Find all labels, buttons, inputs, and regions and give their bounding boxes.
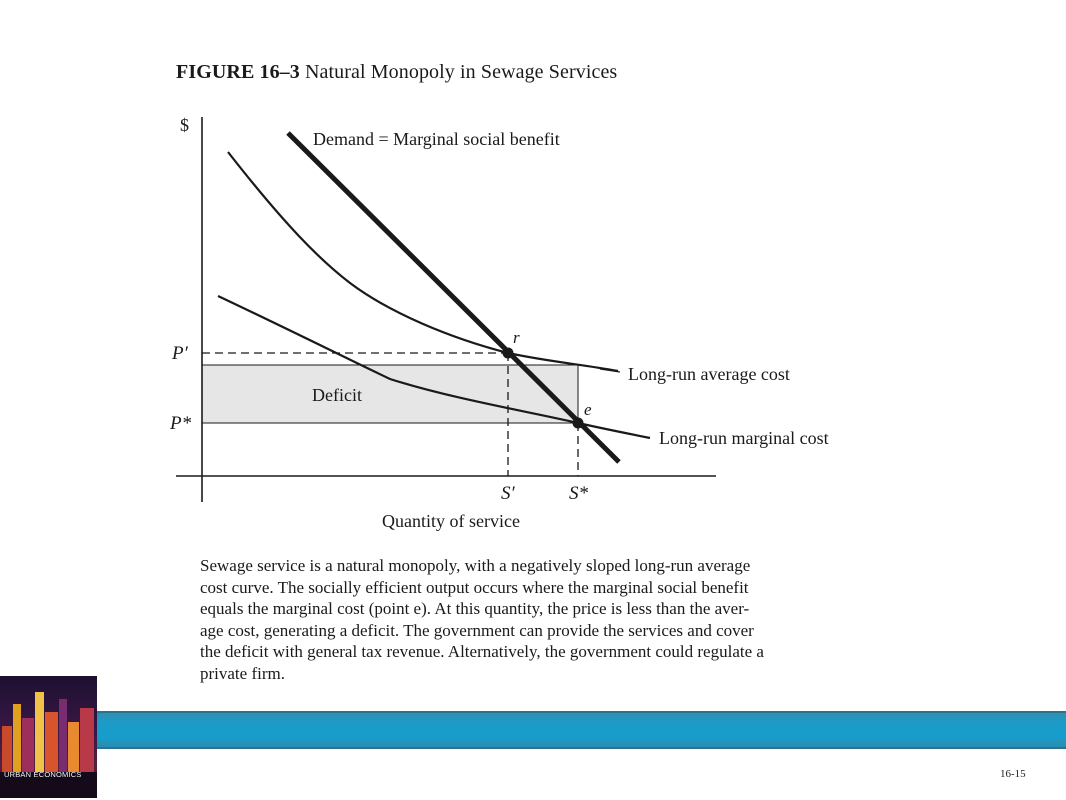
point-r-label: r <box>513 328 520 347</box>
caption-line: Sewage service is a natural monopoly, with a negatively sloped long-run average <box>200 556 751 575</box>
quantity-label-s-star: S* <box>569 483 588 504</box>
cover-building <box>22 718 34 774</box>
deficit-label: Deficit <box>312 385 362 405</box>
x-axis-label: Quantity of service <box>382 511 520 531</box>
caption-line: cost curve. The socially efficient output occurs where the marginal social benefit <box>200 577 749 597</box>
figure-title-text: Natural Monopoly in Sewage Services <box>305 61 618 83</box>
quantity-label-s-prime: S′ <box>501 483 515 504</box>
cover-building <box>13 704 21 774</box>
book-cover-title: URBAN ECONOMICS <box>4 770 82 779</box>
long-run-average-cost-curve <box>228 152 618 371</box>
cover-building <box>2 726 12 774</box>
point-r <box>503 348 514 359</box>
footer-band <box>0 711 1066 749</box>
caption-line: private firm. <box>200 663 285 683</box>
deficit-region <box>202 365 578 423</box>
caption-line: age cost, generating a deficit. The government can provide the services and cover <box>200 620 754 640</box>
slide-number: 16-15 <box>1000 768 1026 780</box>
cover-building <box>68 722 79 774</box>
book-cover-thumbnail <box>0 676 97 798</box>
cover-building <box>80 708 94 774</box>
point-e <box>573 418 584 429</box>
point-e-label: e <box>584 400 592 419</box>
demand-label: Demand = Marginal social benefit <box>313 129 560 149</box>
cover-building <box>59 699 67 774</box>
cover-building <box>45 712 58 774</box>
lrmc-label: Long-run marginal cost <box>659 428 829 448</box>
figure-number: FIGURE 16–3 <box>176 61 300 83</box>
lrac-label: Long-run average cost <box>628 364 790 384</box>
price-label-p-prime: P′ <box>172 343 188 364</box>
caption-line: equals the marginal cost (point e). At this quantity, the price is less than the aver- <box>200 599 750 618</box>
caption-line: the deficit with general tax revenue. Alternatively, the government could regulate a <box>200 642 764 661</box>
price-label-p-star: P* <box>170 413 192 434</box>
cover-building <box>35 692 44 774</box>
y-axis-symbol: $ <box>180 115 189 135</box>
figure-caption <box>200 555 840 684</box>
